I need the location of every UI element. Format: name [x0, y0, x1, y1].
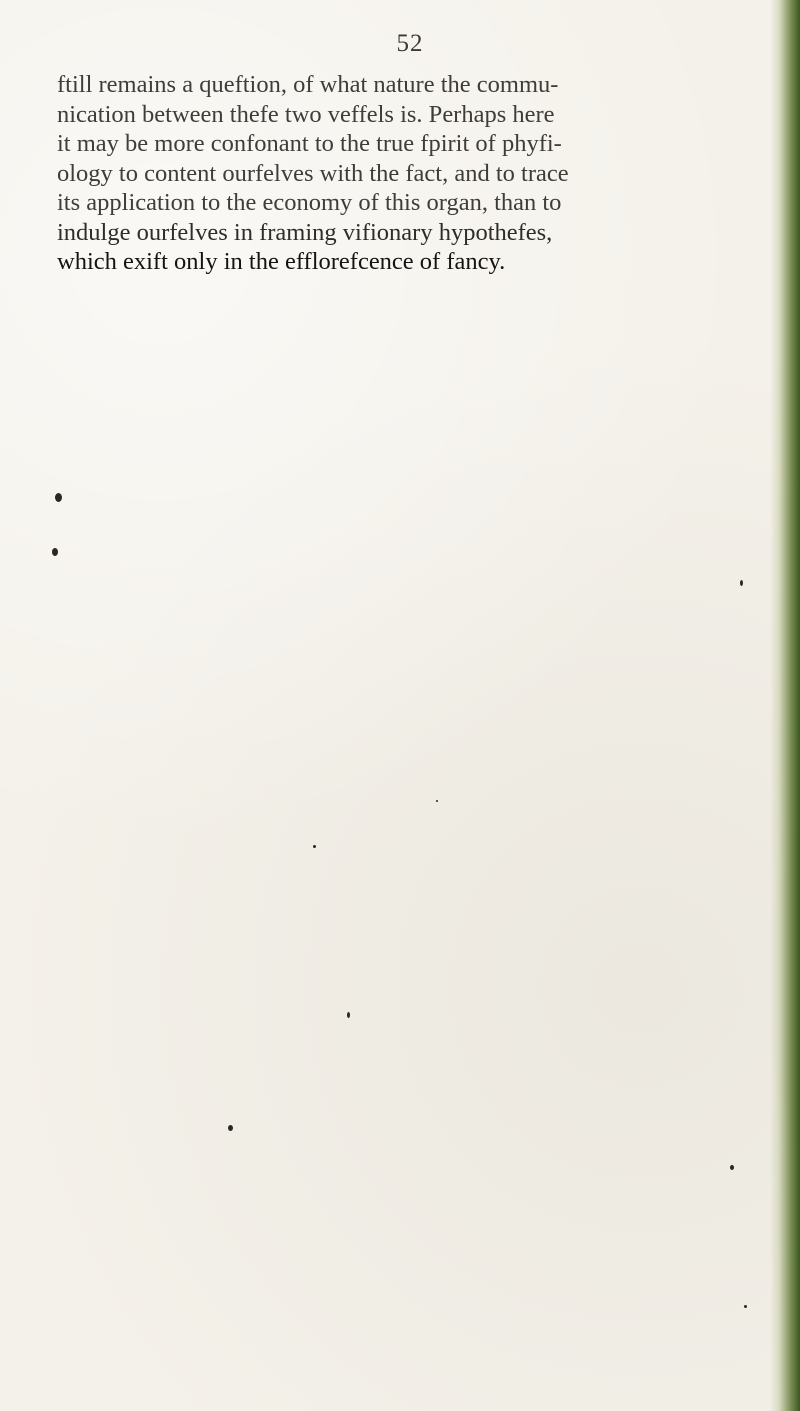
scan-speck — [313, 845, 316, 848]
text-line-3: it may be more confonant to the true fpirit of phyfi- — [57, 130, 562, 157]
text-line-5: its application to the economy of this organ, than to — [57, 189, 562, 216]
body-paragraph — [57, 70, 777, 277]
text-line-2: nication between thefe two veffels is. Perhaps here — [57, 100, 555, 128]
scan-speck — [55, 493, 62, 502]
page-number: 52 — [396, 30, 424, 57]
scan-speck — [744, 1305, 747, 1308]
text-line-6: indulge ourfelves in framing vifionary hypothefes, — [57, 218, 553, 246]
scan-speck — [52, 548, 58, 556]
scan-speck — [228, 1125, 233, 1131]
text-line-4: ology to content ourfelves with the fact, and to trace — [57, 159, 569, 187]
text-line-1: ftill remains a queftion, of what nature the commu- — [57, 71, 559, 98]
scan-speck — [347, 1012, 350, 1018]
scan-speck — [740, 580, 743, 586]
text-line-7: which exift only in the efflorefcence of fancy. — [57, 248, 506, 275]
scan-speck — [436, 800, 438, 802]
scan-speck — [730, 1165, 734, 1170]
